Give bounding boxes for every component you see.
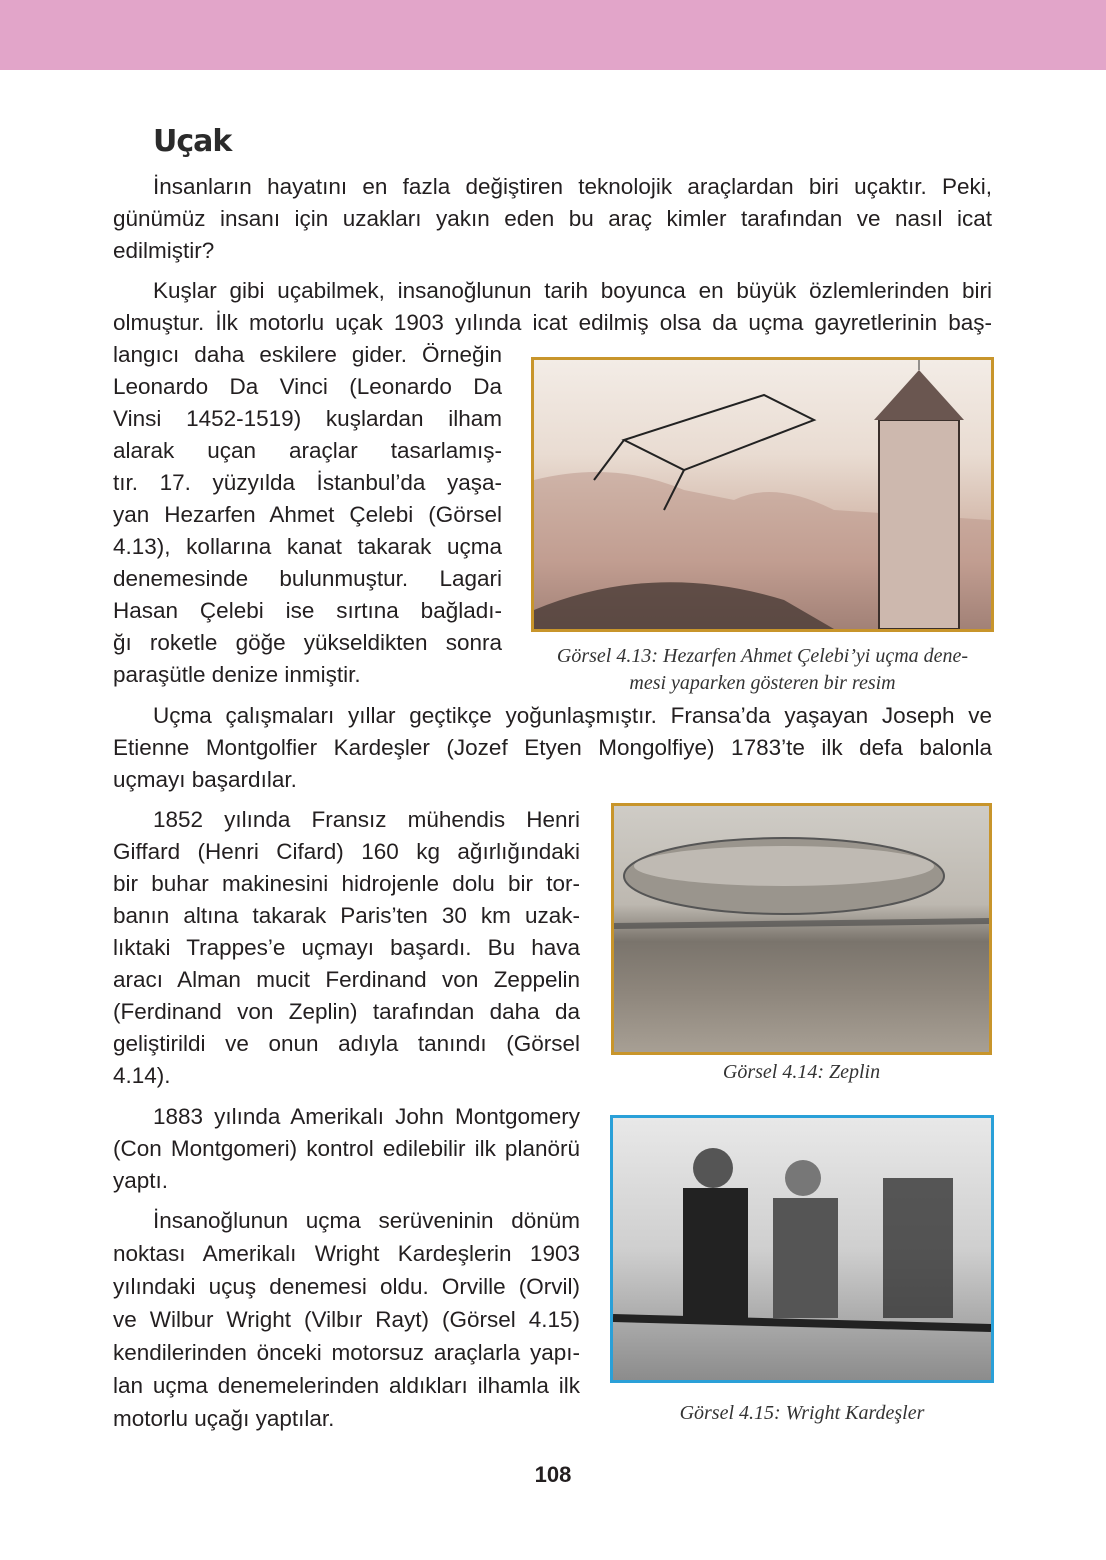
text-line: olmuştur. İlk motorlu uçak 1903 yılında icat edilmiş olsa da uçma gayretlerinin baş- <box>113 310 992 335</box>
caption-line: Görsel 4.15: Wright Kardeşler <box>679 1402 925 1424</box>
page-number: 108 <box>534 1462 572 1487</box>
figure-4-13-caption <box>531 643 994 697</box>
text-line: uçmayı başardılar. <box>113 767 297 792</box>
text-line: lan uçma denemelerinden aldıkları ilhamla ilk <box>113 1373 580 1398</box>
paragraph-wright <box>113 1204 580 1435</box>
chapter-header-bar <box>0 0 1106 70</box>
figure-hezarfen-image <box>531 357 994 632</box>
caption-line: mesi yaparken gösteren bir resim <box>629 672 896 694</box>
caption-line: Görsel 4.14: Zeplin <box>722 1061 881 1083</box>
text-line: Giffard (Henri Cifard) 160 kg ağırlığındaki <box>113 839 580 864</box>
text-line: İnsanoğlunun uçma serüveninin dönüm <box>153 1208 580 1233</box>
text-line: 1883 yılında Amerikalı John Montgomery <box>153 1104 580 1129</box>
text-line: yaptı. <box>113 1168 169 1193</box>
text-line: langıcı daha eskilere gider. Örneğin <box>113 342 502 367</box>
text-line: banın altına takarak Paris’ten 30 km uzak- <box>113 903 580 928</box>
text-line: kendilerinden önceki motorsuz araçlarla yapı- <box>113 1340 580 1365</box>
text-line: yan Hezarfen Ahmet Çelebi (Görsel <box>113 502 502 527</box>
figure-4-15-caption <box>602 1400 1002 1427</box>
figure-wright-brothers-image <box>610 1115 994 1383</box>
text-line: geliştirildi ve onun adıyla tanındı (Görsel <box>113 1031 580 1056</box>
text-line: Uçma çalışmaları yıllar geçtikçe yoğunlaşmıştır. Fransa’da yaşayan Joseph ve <box>153 703 992 728</box>
paragraph-montgomery <box>113 1101 580 1197</box>
text-line: Leonardo Da Vinci (Leonardo Da <box>113 374 502 399</box>
text-line: denemesinde bulunmuştur. Lagari <box>113 566 502 591</box>
caption-line: Görsel 4.13: Hezarfen Ahmet Çelebi’yi uçma dene- <box>556 645 969 667</box>
paragraph-montgolfier <box>113 700 992 796</box>
text-line: noktası Amerikalı Wright Kardeşlerin 1903 <box>113 1241 580 1266</box>
text-line: Vinsi 1452-1519) kuşlardan ilham <box>113 406 502 431</box>
section-title: Uçak <box>153 124 232 159</box>
text-line: paraşütle denize inmiştir. <box>113 662 361 687</box>
text-line: Hasan Çelebi ise sırtına bağladı- <box>113 598 502 623</box>
paragraph-birds-cont <box>113 339 502 691</box>
text-line: tır. 17. yüzyılda İstanbul’da yaşa- <box>113 470 502 495</box>
text-line: motorlu uçağı yaptılar. <box>113 1406 335 1431</box>
figure-4-14-caption <box>611 1059 992 1086</box>
text-line: günümüz insanı için uzakları yakın eden bu araç kimler tarafından ve nasıl icat <box>113 206 992 231</box>
text-line: yılındaki uçuş denemesi oldu. Orville (Orvil) <box>113 1274 580 1299</box>
paragraph-giffard <box>113 804 580 1092</box>
text-line: (Con Montgomeri) kontrol edilebilir ilk planörü <box>113 1136 580 1161</box>
text-line: Etienne Montgolfier Kardeşler (Jozef Etyen Mongolfiye) 1783’te ilk defa balonla <box>113 735 992 760</box>
text-line: (Ferdinand von Zeplin) tarafından daha da <box>113 999 580 1024</box>
paragraph-birds <box>113 275 992 339</box>
text-line: edilmiştir? <box>113 238 215 263</box>
text-line: İnsanların hayatını en fazla değiştiren teknolojik araçlardan biri uçaktır. Peki, <box>153 174 992 199</box>
text-line: Kuşlar gibi uçabilmek, insanoğlunun tarih boyunca en büyük özlemlerinden biri <box>153 278 992 303</box>
text-line: 4.14). <box>113 1063 171 1088</box>
text-line: aracı Alman mucit Ferdinand von Zeppelin <box>113 967 580 992</box>
text-line: ğı roketle göğe yükseldikten sonra <box>113 630 502 655</box>
text-line: bir buhar makinesini hidrojenle dolu bir tor- <box>113 871 580 896</box>
text-line: lıktaki Trappes’e uçmayı başardı. Bu hava <box>113 935 580 960</box>
text-line: 4.13), kollarına kanat takarak uçma <box>113 534 502 559</box>
text-line: ve Wilbur Wright (Vilbır Rayt) (Görsel 4.15) <box>113 1307 580 1332</box>
text-line: 1852 yılında Fransız mühendis Henri <box>153 807 580 832</box>
text-line: alarak uçan araçlar tasarlamış- <box>113 438 502 463</box>
paragraph-intro <box>113 171 992 267</box>
figure-zeppelin-image <box>611 803 992 1055</box>
